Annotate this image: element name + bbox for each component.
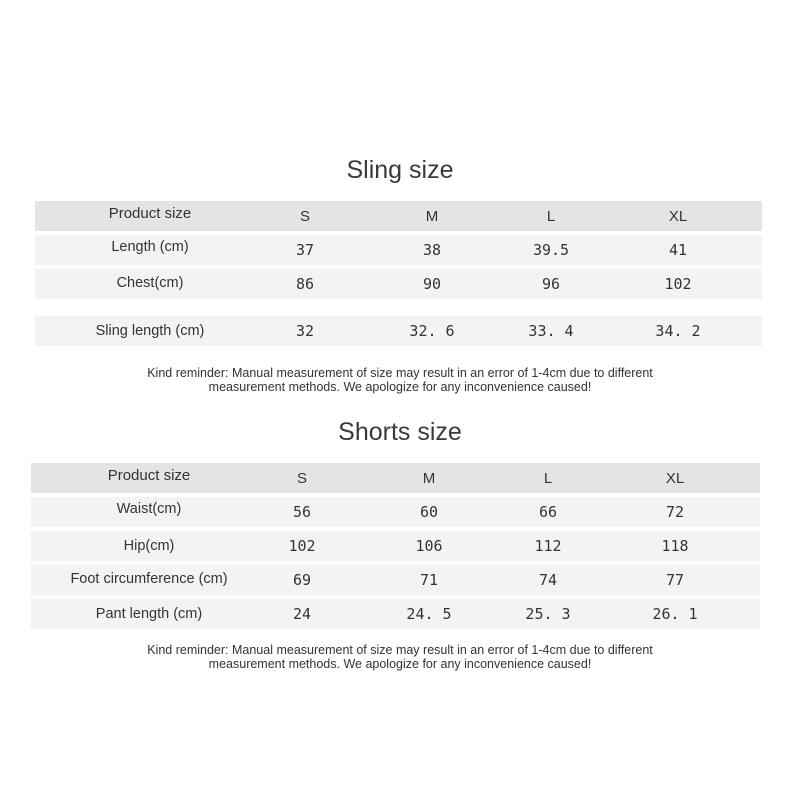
- value-s: 86: [295, 275, 315, 293]
- value-s: 37: [295, 241, 315, 259]
- shorts-header-s: S: [296, 469, 307, 487]
- row-label: Foot circumference (cm): [70, 571, 228, 587]
- value-l: 25. 3: [525, 605, 571, 623]
- row-label: Pant length (cm): [95, 606, 203, 622]
- value-s: 32: [295, 322, 315, 340]
- value-xl: 77: [665, 571, 685, 589]
- shorts-header-row: [31, 463, 760, 493]
- shorts-reminder-line1: Kind reminder: Manual measurement of size may result in an error of 1-4cm due to different: [147, 643, 653, 657]
- value-xl: 26. 1: [652, 605, 698, 623]
- sling-header-xl: XL: [668, 207, 688, 225]
- value-s: 69: [292, 571, 312, 589]
- value-m: 24. 5: [406, 605, 452, 623]
- row-label: Chest(cm): [116, 275, 184, 291]
- shorts-row-foot-circumference: [31, 565, 760, 595]
- value-xl: 34. 2: [655, 322, 701, 340]
- shorts-header-l: L: [543, 469, 553, 487]
- sling-row-length: [35, 235, 762, 265]
- value-s: 102: [288, 537, 316, 555]
- value-m: 71: [419, 571, 439, 589]
- sling-reminder-line2: measurement methods. We apologize for any inconvenience caused!: [208, 380, 592, 394]
- value-xl: 118: [661, 537, 689, 555]
- value-s: 24: [292, 605, 312, 623]
- row-label: Waist(cm): [116, 501, 182, 517]
- row-label: Length (cm): [111, 239, 189, 255]
- sling-header-product-size: Product size: [108, 204, 192, 222]
- value-m: 60: [419, 503, 439, 521]
- shorts-size-title: Shorts size: [338, 418, 462, 446]
- value-l: 33. 4: [528, 322, 574, 340]
- sling-row-chest: [35, 269, 762, 299]
- value-l: 112: [534, 537, 562, 555]
- sling-row-sling-length: [35, 316, 762, 346]
- value-m: 38: [422, 241, 442, 259]
- shorts-header-product-size: Product size: [107, 466, 191, 484]
- shorts-header-m: M: [422, 469, 436, 487]
- value-xl: 102: [664, 275, 692, 293]
- shorts-row-hip: [31, 531, 760, 561]
- value-m: 90: [422, 275, 442, 293]
- shorts-row-pant-length: [31, 599, 760, 629]
- shorts-header-xl: XL: [665, 469, 685, 487]
- value-l: 66: [538, 503, 558, 521]
- sling-header-s: S: [299, 207, 310, 225]
- sling-reminder-line1: Kind reminder: Manual measurement of size may result in an error of 1-4cm due to different: [147, 366, 653, 380]
- sling-size-title: Sling size: [346, 156, 454, 184]
- row-label: Hip(cm): [123, 538, 175, 554]
- value-m: 32. 6: [409, 322, 455, 340]
- value-s: 56: [292, 503, 312, 521]
- row-label: Sling length (cm): [95, 323, 205, 339]
- shorts-row-waist: [31, 497, 760, 527]
- sling-header-row: [35, 201, 762, 231]
- shorts-reminder-line2: measurement methods. We apologize for any inconvenience caused!: [208, 657, 592, 671]
- value-xl: 72: [665, 503, 685, 521]
- sling-header-l: L: [546, 207, 556, 225]
- value-xl: 41: [668, 241, 688, 259]
- sling-header-m: M: [425, 207, 439, 225]
- value-l: 39.5: [532, 241, 570, 259]
- value-m: 106: [415, 537, 443, 555]
- value-l: 74: [538, 571, 558, 589]
- value-l: 96: [541, 275, 561, 293]
